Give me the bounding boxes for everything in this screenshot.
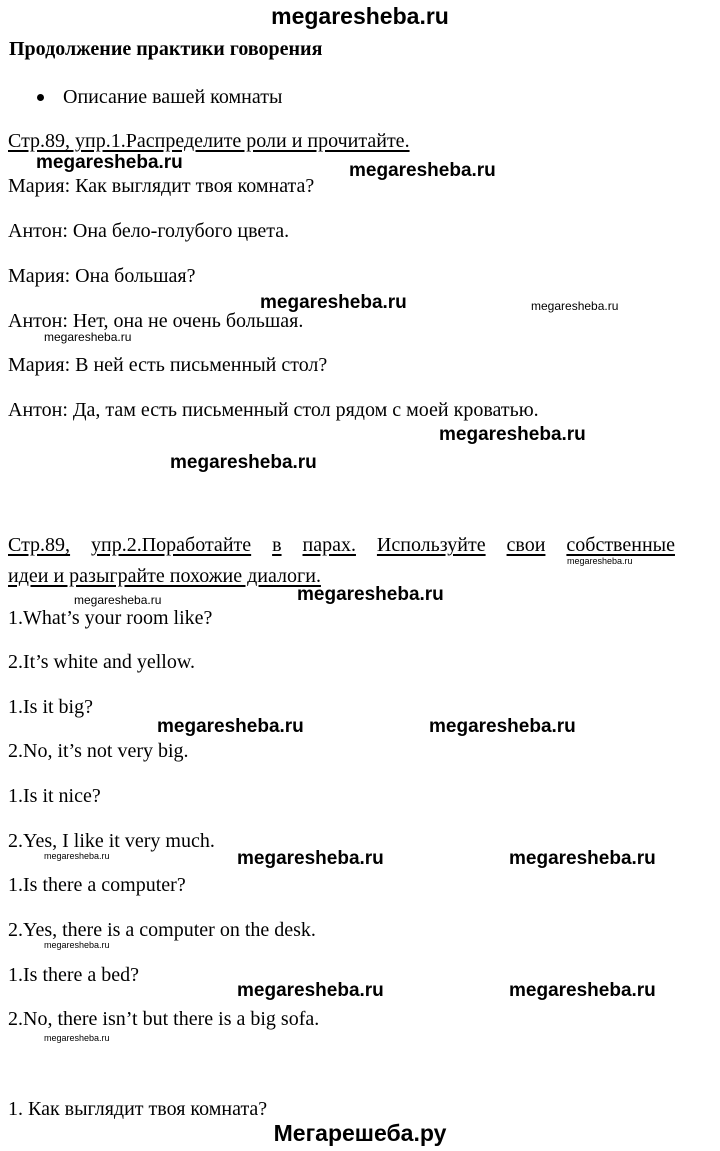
watermark: megaresheba.ru <box>297 584 444 605</box>
english-line: 1.Is there a bed? <box>8 964 140 986</box>
dialogue-line: Мария: Она большая? <box>8 265 196 287</box>
bullet-icon <box>37 94 44 101</box>
exercise-2-title-line-2: идеи и разыграйте похожие диалоги. <box>8 565 321 587</box>
watermark: megaresheba.ru <box>349 160 496 181</box>
title-word: упр.2.Поработайте <box>91 534 252 556</box>
site-footer: Мегарешеба.ру <box>273 1120 447 1146</box>
watermark: megaresheba.ru <box>44 851 110 861</box>
exercise-1-title: Стр.89, упр.1.Распределите роли и прочитайте. <box>8 130 410 152</box>
english-line: 2.No, there isn’t but there is a big sofa. <box>8 1008 320 1030</box>
watermark: megaresheba.ru <box>157 716 304 737</box>
watermark: megaresheba.ru <box>74 593 162 607</box>
english-line: 2.Yes, I like it very much. <box>8 830 215 852</box>
watermark: megaresheba.ru <box>567 556 633 566</box>
dialogue-line: Антон: Она бело-голубого цвета. <box>8 220 290 242</box>
watermark: megaresheba.ru <box>44 940 110 950</box>
watermark: megaresheba.ru <box>439 424 586 445</box>
english-line: 1.Is it big? <box>8 696 93 718</box>
title-word: в <box>272 534 282 556</box>
watermark: megaresheba.ru <box>260 292 407 313</box>
english-line: 1.What’s your room like? <box>8 607 213 629</box>
watermark: megaresheba.ru <box>44 330 132 344</box>
english-line: 1.Is there a computer? <box>8 874 186 896</box>
english-line: 2.No, it’s not very big. <box>8 740 189 762</box>
dialogue-line: Мария: Как выглядит твоя комната? <box>8 175 315 197</box>
bullet-text: Описание вашей комнаты <box>63 86 283 108</box>
title-word: Стр.89, <box>8 534 71 556</box>
section-title: Продолжение практики говорения <box>9 38 323 60</box>
watermark: megaresheba.ru <box>237 980 384 1001</box>
watermark: megaresheba.ru <box>237 848 384 869</box>
watermark: megaresheba.ru <box>170 452 317 473</box>
watermark: megaresheba.ru <box>36 152 183 173</box>
title-word: Используйте <box>376 534 486 556</box>
dialogue-line: Мария: В ней есть письменный стол? <box>8 354 328 376</box>
dialogue-line: Антон: Да, там есть письменный стол рядом с моей кроватью. <box>8 399 539 421</box>
title-word: свои <box>506 534 546 556</box>
title-word: собственные <box>566 534 675 556</box>
watermark: megaresheba.ru <box>44 1033 110 1043</box>
exercise-2-title-line-1 <box>8 533 675 557</box>
english-line: 1.Is it nice? <box>8 785 101 807</box>
watermark: megaresheba.ru <box>531 299 619 313</box>
english-line: 2.Yes, there is a computer on the desk. <box>8 919 316 941</box>
watermark: megaresheba.ru <box>509 980 656 1001</box>
dialogue-line: Антон: Нет, она не очень большая. <box>8 310 304 332</box>
site-header: megaresheba.ru <box>271 3 449 29</box>
title-word: парах. <box>302 534 356 556</box>
watermark: megaresheba.ru <box>509 848 656 869</box>
watermark: megaresheba.ru <box>429 716 576 737</box>
translation-line: 1. Как выглядит твоя комната? <box>8 1098 268 1120</box>
english-line: 2.It’s white and yellow. <box>8 651 196 673</box>
